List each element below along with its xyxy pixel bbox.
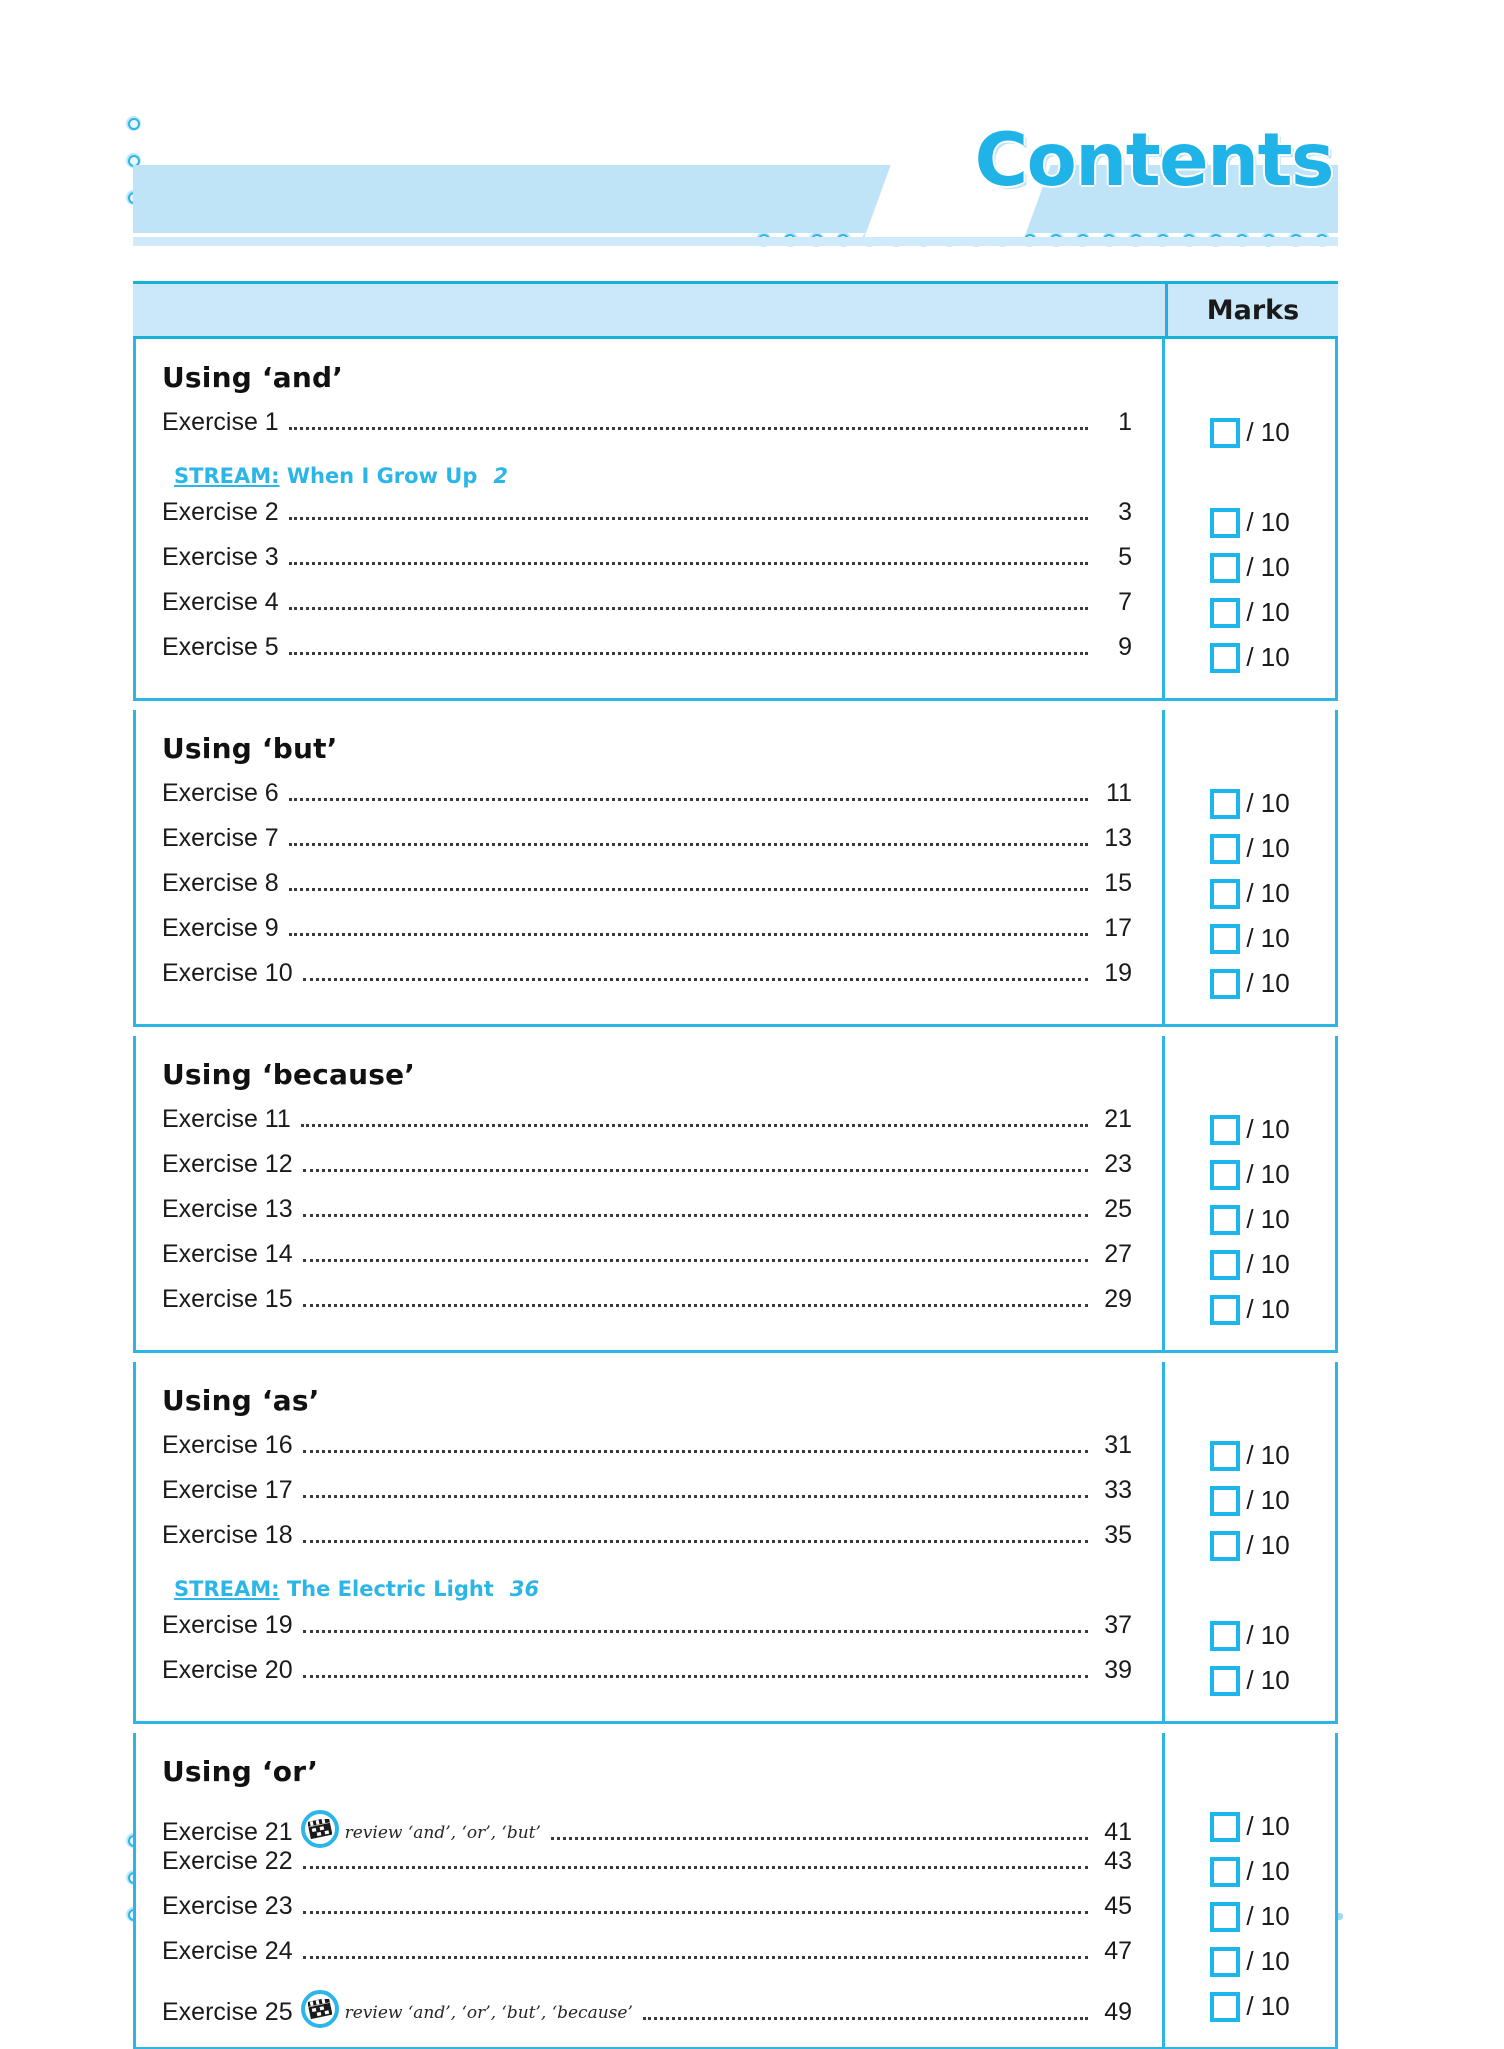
section-marks xyxy=(1165,710,1335,1024)
marks-checkbox[interactable] xyxy=(1210,1531,1240,1561)
leader-dots xyxy=(289,517,1088,520)
section-entries xyxy=(136,1036,1165,1350)
marks-entry xyxy=(1210,1523,1289,1568)
exercise-entry[interactable] xyxy=(162,1611,1132,1656)
exercise-label: Exercise 21 xyxy=(162,1818,293,1846)
exercise-page-number: 23 xyxy=(1104,1150,1132,1178)
exercise-page-number: 37 xyxy=(1104,1611,1132,1639)
marks-total-label: / 10 xyxy=(1246,923,1290,953)
exercise-label: Exercise 13 xyxy=(162,1195,293,1223)
header-banner xyxy=(133,118,1338,247)
exercise-entry[interactable] xyxy=(162,1285,1132,1330)
marks-checkbox[interactable] xyxy=(1210,598,1240,628)
exercise-review-note: review ‘and’, ‘or’, ‘but’, ‘because’ xyxy=(344,2003,633,2023)
contents-section xyxy=(133,339,1338,701)
marks-checkbox[interactable] xyxy=(1210,1486,1240,1516)
marks-total-label: / 10 xyxy=(1246,788,1290,818)
exercise-page-number: 15 xyxy=(1104,869,1132,897)
stream-entry[interactable] xyxy=(162,453,1132,498)
section-title: Using ‘because’ xyxy=(162,1058,416,1091)
exercise-page-number: 41 xyxy=(1104,1818,1132,1846)
exercise-review-note: review ‘and’, ‘or’, ‘but’ xyxy=(344,1823,541,1843)
marks-checkbox[interactable] xyxy=(1210,1441,1240,1471)
marks-entry xyxy=(1210,1107,1289,1152)
section-entries xyxy=(136,339,1165,698)
exercise-page-number: 33 xyxy=(1104,1476,1132,1504)
leader-dots xyxy=(289,933,1088,936)
marks-entry xyxy=(1210,1984,1289,2029)
exercise-label: Exercise 25 xyxy=(162,1998,293,2026)
section-title: Using ‘but’ xyxy=(162,732,338,765)
exercise-page-number: 49 xyxy=(1104,1998,1132,2026)
exercise-entry[interactable] xyxy=(162,1802,1132,1847)
marks-entry xyxy=(1210,871,1289,916)
exercise-label: Exercise 6 xyxy=(162,779,279,807)
stream-prefix: STREAM: xyxy=(174,1576,280,1601)
exercise-page-number: 1 xyxy=(1118,408,1132,436)
exercise-label: Exercise 17 xyxy=(162,1476,293,1504)
marks-total-label: / 10 xyxy=(1246,642,1290,672)
film-clapper-icon xyxy=(301,1990,339,2028)
marks-total-label: / 10 xyxy=(1246,968,1290,998)
marks-total-label: / 10 xyxy=(1246,1114,1290,1144)
marks-checkbox[interactable] xyxy=(1210,969,1240,999)
exercise-page-number: 25 xyxy=(1104,1195,1132,1223)
exercise-entry[interactable] xyxy=(162,498,1132,543)
marks-checkbox[interactable] xyxy=(1210,834,1240,864)
exercise-label: Exercise 2 xyxy=(162,498,279,526)
leader-dots xyxy=(303,1675,1088,1678)
exercise-page-number: 7 xyxy=(1118,588,1132,616)
exercise-label: Exercise 19 xyxy=(162,1611,293,1639)
marks-total-label: / 10 xyxy=(1246,1440,1290,1470)
exercise-label: Exercise 16 xyxy=(162,1431,293,1459)
section-marks xyxy=(1165,1036,1335,1350)
marks-column-header: Marks xyxy=(1206,294,1300,326)
stream-title: When I Grow Up xyxy=(286,463,478,488)
leader-dots xyxy=(303,1495,1088,1498)
marks-entry xyxy=(1210,410,1289,455)
contents-section xyxy=(133,710,1338,1027)
marks-entry xyxy=(1210,1658,1289,1703)
marks-total-label: / 10 xyxy=(1246,1856,1290,1886)
exercise-label: Exercise 22 xyxy=(162,1847,293,1875)
leader-dots xyxy=(289,652,1088,655)
exercise-label: Exercise 12 xyxy=(162,1150,293,1178)
marks-entry xyxy=(1210,1894,1289,1939)
leader-dots xyxy=(289,843,1088,846)
marks-entry xyxy=(1210,545,1289,590)
stream-entry[interactable] xyxy=(162,1566,1132,1611)
exercise-entry[interactable] xyxy=(162,1195,1132,1240)
exercise-label: Exercise 3 xyxy=(162,543,279,571)
section-marks xyxy=(1165,339,1335,698)
exercise-page-number: 17 xyxy=(1104,914,1132,942)
marks-total-label: / 10 xyxy=(1246,1811,1290,1841)
exercise-page-number: 5 xyxy=(1118,543,1132,571)
marks-checkbox[interactable] xyxy=(1210,1902,1240,1932)
section-entries xyxy=(136,710,1165,1024)
marks-total-label: / 10 xyxy=(1246,507,1290,537)
exercise-entry[interactable] xyxy=(162,779,1132,824)
leader-dots xyxy=(303,1304,1088,1307)
marks-total-label: / 10 xyxy=(1246,417,1290,447)
marks-entry xyxy=(1210,500,1289,545)
marks-total-label: / 10 xyxy=(1246,1665,1290,1695)
section-marks xyxy=(1165,1733,1335,2047)
marks-checkbox[interactable] xyxy=(1210,418,1240,448)
exercise-page-number: 11 xyxy=(1106,779,1132,807)
exercise-label: Exercise 8 xyxy=(162,869,279,897)
exercise-entry[interactable] xyxy=(162,543,1132,588)
leader-dots xyxy=(303,1866,1088,1869)
marks-entry xyxy=(1210,961,1289,1006)
exercise-label: Exercise 23 xyxy=(162,1892,293,1920)
exercise-entry[interactable] xyxy=(162,914,1132,959)
marks-checkbox[interactable] xyxy=(1210,643,1240,673)
exercise-label: Exercise 9 xyxy=(162,914,279,942)
marks-entry xyxy=(1210,1242,1289,1287)
section-title: Using ‘and’ xyxy=(162,361,344,394)
marks-entry xyxy=(1210,1152,1289,1197)
contents-section xyxy=(133,1036,1338,1353)
marks-entry xyxy=(1210,1613,1289,1658)
leader-dots xyxy=(289,888,1088,891)
exercise-entry[interactable] xyxy=(162,588,1132,633)
table-header-row xyxy=(133,281,1338,339)
marks-checkbox[interactable] xyxy=(1210,924,1240,954)
section-title: Using ‘as’ xyxy=(162,1384,320,1417)
contents-section xyxy=(133,1733,1338,2049)
marks-total-label: / 10 xyxy=(1246,1294,1290,1324)
exercise-page-number: 43 xyxy=(1104,1847,1132,1875)
section-entries xyxy=(136,1362,1165,1721)
exercise-page-number: 19 xyxy=(1104,959,1132,987)
stream-page-number: 2 xyxy=(493,463,509,488)
marks-entry xyxy=(1210,1478,1289,1523)
marks-total-label: / 10 xyxy=(1246,1620,1290,1650)
exercise-entry[interactable] xyxy=(162,1476,1132,1521)
marks-checkbox[interactable] xyxy=(1210,1250,1240,1280)
exercise-label: Exercise 15 xyxy=(162,1285,293,1313)
leader-dots xyxy=(303,1169,1088,1172)
exercise-page-number: 47 xyxy=(1104,1937,1132,1965)
marks-checkbox[interactable] xyxy=(1210,1666,1240,1696)
leader-dots xyxy=(551,1837,1088,1840)
leader-dots xyxy=(289,798,1088,801)
marks-checkbox[interactable] xyxy=(1210,1295,1240,1325)
marks-entry xyxy=(1210,781,1289,826)
marks-total-label: / 10 xyxy=(1246,1991,1290,2021)
exercise-label: Exercise 10 xyxy=(162,959,293,987)
leader-dots xyxy=(303,1259,1088,1262)
sections-container xyxy=(133,339,1338,2049)
exercise-label: Exercise 7 xyxy=(162,824,279,852)
leader-dots xyxy=(303,1540,1088,1543)
bottom-decorative-border xyxy=(0,0,1504,30)
exercise-entry[interactable] xyxy=(162,633,1132,678)
marks-entry xyxy=(1210,1433,1289,1478)
film-clapper-icon xyxy=(301,1810,339,1848)
marks-total-label: / 10 xyxy=(1246,1946,1290,1976)
leader-dots xyxy=(301,1124,1088,1127)
leader-dots xyxy=(303,1911,1088,1914)
marks-entry xyxy=(1210,826,1289,871)
marks-checkbox[interactable] xyxy=(1210,508,1240,538)
marks-entry xyxy=(1210,590,1289,635)
marks-checkbox[interactable] xyxy=(1210,1812,1240,1842)
marks-checkbox[interactable] xyxy=(1210,1992,1240,2022)
leader-dots xyxy=(289,562,1088,565)
leader-dots xyxy=(289,427,1088,430)
leader-dots xyxy=(303,978,1088,981)
marks-checkbox[interactable] xyxy=(1210,1160,1240,1190)
marks-total-label: / 10 xyxy=(1246,833,1290,863)
exercise-label: Exercise 4 xyxy=(162,588,279,616)
leader-dots xyxy=(303,1214,1088,1217)
marks-checkbox[interactable] xyxy=(1210,879,1240,909)
exercise-page-number: 21 xyxy=(1104,1105,1132,1133)
marks-checkbox[interactable] xyxy=(1210,553,1240,583)
exercise-entry[interactable] xyxy=(162,1656,1132,1701)
exercise-entry[interactable] xyxy=(162,959,1132,1004)
marks-total-label: / 10 xyxy=(1246,1159,1290,1189)
exercise-entry[interactable] xyxy=(162,1847,1132,1892)
contents-section xyxy=(133,1362,1338,1724)
exercise-entry[interactable] xyxy=(162,869,1132,914)
marks-total-label: / 10 xyxy=(1246,1485,1290,1515)
marks-total-label: / 10 xyxy=(1246,1204,1290,1234)
marks-entry xyxy=(1210,1197,1289,1242)
exercise-label: Exercise 20 xyxy=(162,1656,293,1684)
exercise-label: Exercise 24 xyxy=(162,1937,293,1965)
stream-page-number: 36 xyxy=(509,1576,540,1601)
exercise-page-number: 3 xyxy=(1118,498,1132,526)
exercise-page-number: 45 xyxy=(1104,1892,1132,1920)
exercise-entry[interactable] xyxy=(162,1982,1132,2027)
stream-prefix: STREAM: xyxy=(174,463,280,488)
exercise-label: Exercise 5 xyxy=(162,633,279,661)
marks-checkbox[interactable] xyxy=(1210,1857,1240,1887)
exercise-page-number: 31 xyxy=(1104,1431,1132,1459)
exercise-page-number: 39 xyxy=(1104,1656,1132,1684)
section-marks xyxy=(1165,1362,1335,1721)
exercise-label: Exercise 18 xyxy=(162,1521,293,1549)
marks-total-label: / 10 xyxy=(1246,1530,1290,1560)
marks-checkbox[interactable] xyxy=(1210,1115,1240,1145)
banner-underline xyxy=(133,237,1338,246)
exercise-entry[interactable] xyxy=(162,408,1132,453)
exercise-label: Exercise 1 xyxy=(162,408,279,436)
exercise-entry[interactable] xyxy=(162,1150,1132,1195)
exercise-entry[interactable] xyxy=(162,1521,1132,1566)
marks-total-label: / 10 xyxy=(1246,878,1290,908)
marks-total-label: / 10 xyxy=(1246,1901,1290,1931)
exercise-label: Exercise 11 xyxy=(162,1105,291,1133)
marks-checkbox[interactable] xyxy=(1210,1205,1240,1235)
exercise-page-number: 27 xyxy=(1104,1240,1132,1268)
section-title: Using ‘or’ xyxy=(162,1755,319,1788)
leader-dots xyxy=(289,607,1088,610)
exercise-entry[interactable] xyxy=(162,1431,1132,1476)
marks-total-label: / 10 xyxy=(1246,597,1290,627)
marks-entry xyxy=(1210,1849,1289,1894)
marks-entry xyxy=(1210,1939,1289,1984)
marks-total-label: / 10 xyxy=(1246,552,1290,582)
exercise-page-number: 9 xyxy=(1118,633,1132,661)
marks-checkbox[interactable] xyxy=(1210,1947,1240,1977)
exercise-entry[interactable] xyxy=(162,1105,1132,1150)
stream-title: The Electric Light xyxy=(286,1576,494,1601)
exercise-label: Exercise 14 xyxy=(162,1240,293,1268)
exercise-entry[interactable] xyxy=(162,824,1132,869)
exercise-page-number: 13 xyxy=(1104,824,1132,852)
exercise-entry[interactable] xyxy=(162,1937,1132,1982)
marks-entry xyxy=(1210,1287,1289,1332)
exercise-page-number: 35 xyxy=(1104,1521,1132,1549)
table-header-left-cell xyxy=(133,284,1168,336)
page-title: Contents xyxy=(974,118,1333,203)
marks-checkbox[interactable] xyxy=(1210,789,1240,819)
marks-entry xyxy=(1210,635,1289,680)
leader-dots xyxy=(643,2017,1088,2020)
section-entries xyxy=(136,1733,1165,2047)
exercise-page-number: 29 xyxy=(1104,1285,1132,1313)
marks-entry xyxy=(1210,916,1289,961)
exercise-entry[interactable] xyxy=(162,1240,1132,1285)
leader-dots xyxy=(303,1956,1088,1959)
exercise-entry[interactable] xyxy=(162,1892,1132,1937)
contents-table xyxy=(133,281,1338,2026)
marks-total-label: / 10 xyxy=(1246,1249,1290,1279)
decorative-dot xyxy=(126,116,141,131)
leader-dots xyxy=(303,1630,1088,1633)
marks-checkbox[interactable] xyxy=(1210,1621,1240,1651)
marks-entry xyxy=(1210,1804,1289,1849)
leader-dots xyxy=(303,1450,1088,1453)
